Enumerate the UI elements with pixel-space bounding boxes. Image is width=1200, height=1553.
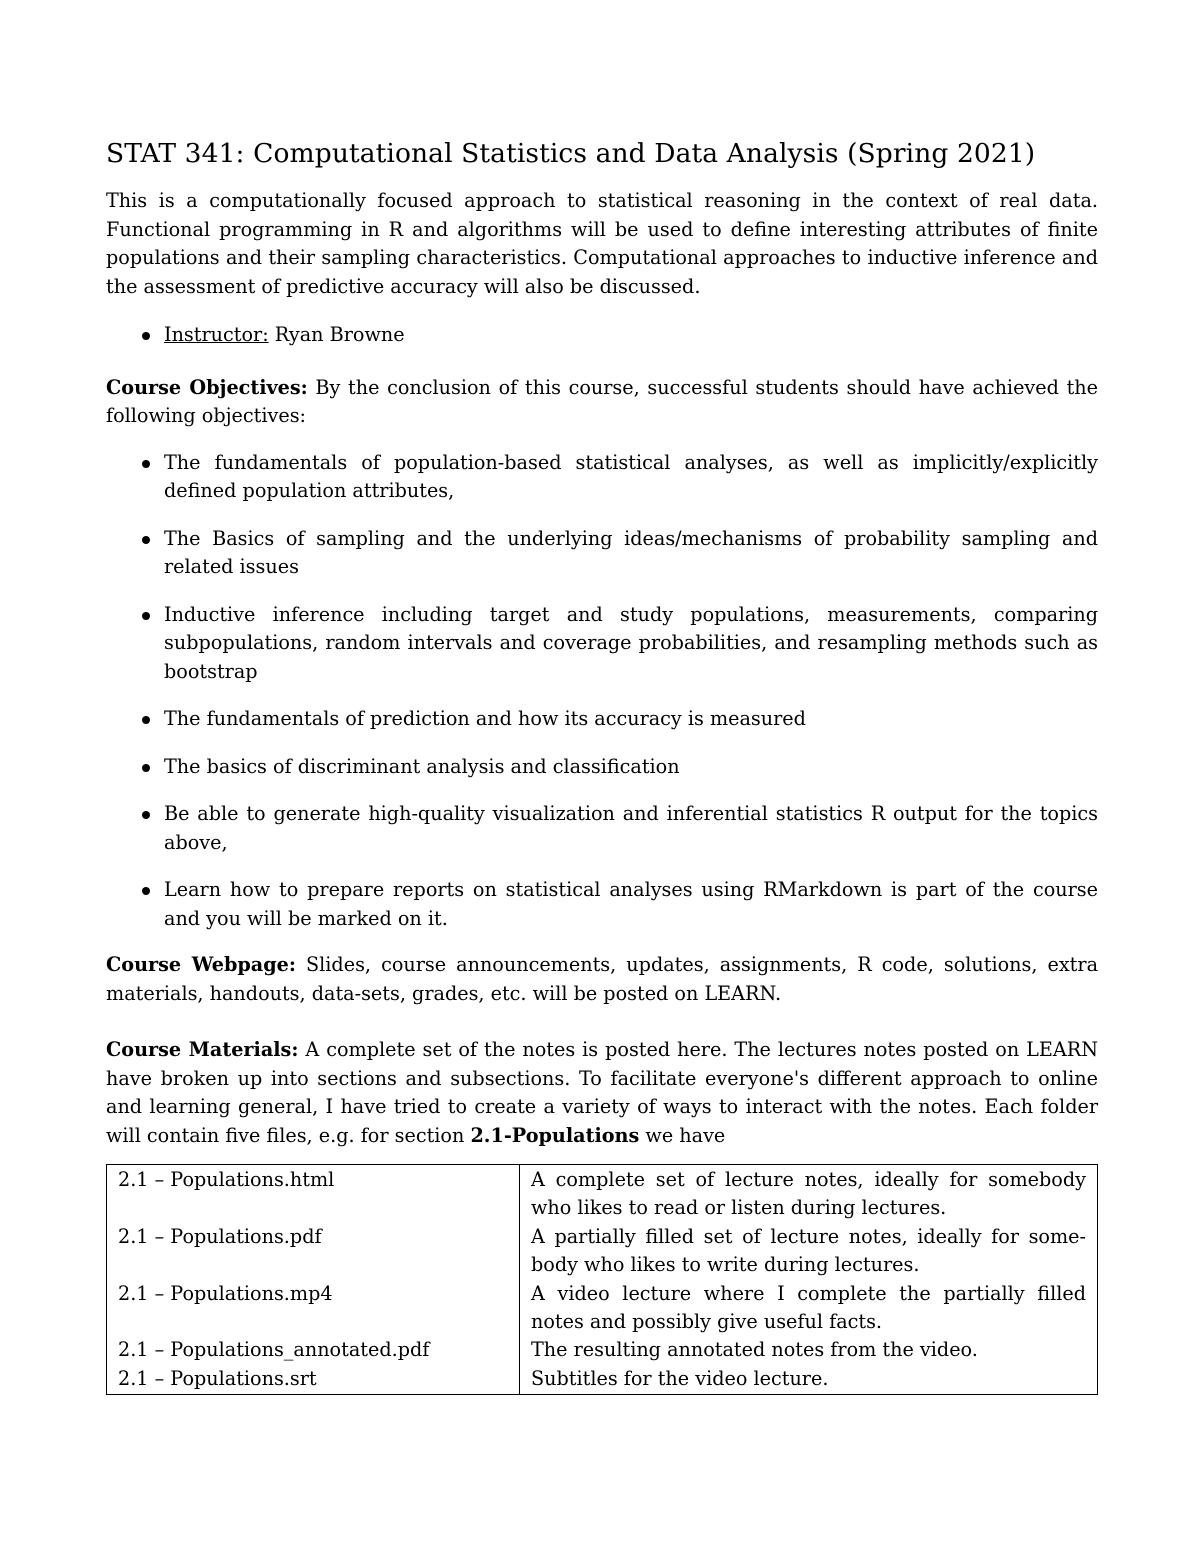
instructor-label: Instructor: (164, 323, 269, 346)
instructor-list (106, 321, 1098, 350)
instructor-item (106, 321, 1098, 350)
webpage-text: Slides, course announcements, updates, assignments, R code, solutions, extra materials, handouts, data-sets, grades, etc. will be posted on LEARN. (106, 953, 1099, 1005)
table-row (107, 1280, 1098, 1337)
objectives-paragraph (106, 374, 1098, 431)
file-name-cell: 2.1 – Populations.mp4 (107, 1280, 520, 1337)
objective-item: Be able to generate high-quality visualization and inferential statistics R output for the topics above, (106, 800, 1098, 857)
webpage-heading: Course Webpage: (106, 953, 296, 976)
file-name-cell: 2.1 – Populations.srt (107, 1365, 520, 1395)
file-name-cell: 2.1 – Populations_annotated.pdf (107, 1336, 520, 1364)
table-row (107, 1223, 1098, 1280)
intro-paragraph: This is a computationally focused approach to statistical reasoning in the context of real data. Functional programming in R and algorithms will be used to define interesting attributes of finite populations and their sampling characteristics. Computational approaches to inductive inference and the assessment of predictive accuracy will also be discussed. (106, 189, 1098, 298)
objective-item: Inductive inference including target and study populations, measurements, comparing subpopulations, random intervals and coverage probabilities, and resampling methods such as bootstrap (106, 601, 1098, 687)
table-row (107, 1365, 1098, 1395)
materials-section: 2.1-Populations (470, 1123, 640, 1147)
objective-item: The fundamentals of population-based statistical analyses, as well as implicitly/explicitly defined population attributes, (106, 449, 1098, 506)
table-row (107, 1336, 1098, 1364)
materials-paragraph (106, 1036, 1098, 1150)
webpage-paragraph (106, 951, 1098, 1008)
objectives-list (106, 449, 1098, 934)
table-row (107, 1165, 1098, 1223)
objective-item: The fundamentals of prediction and how its accuracy is measured (106, 705, 1098, 734)
files-table (106, 1164, 1098, 1395)
document-page (106, 138, 1098, 1395)
objective-item: Learn how to prepare reports on statistical analyses using RMarkdown is part of the course and you will be marked on it. (106, 876, 1098, 933)
file-description-cell: A video lecture where I complete the partially filled notes and possibly give useful facts. (531, 1281, 1086, 1334)
objective-item: The basics of discriminant analysis and classification (106, 753, 1098, 782)
page-title: STAT 341: Computational Statistics and Data Analysis (Spring 2021) (106, 138, 1036, 169)
materials-text-end: we have (639, 1123, 726, 1147)
objective-item: The Basics of sampling and the underlying ideas/mechanisms of probability sampling and related issues (106, 525, 1098, 582)
file-name-cell: 2.1 – Populations.pdf (107, 1223, 520, 1280)
objectives-heading: Course Objectives: (106, 375, 308, 399)
materials-heading: Course Materials: (106, 1038, 299, 1061)
file-description-cell: A complete set of lecture notes, ideally for somebody who likes to read or listen during lectures. (531, 1168, 1086, 1220)
file-name-cell: 2.1 – Populations.html (107, 1165, 520, 1223)
file-description-cell: A partially filled set of lecture notes, ideally for some-body who likes to write during lectures. (531, 1224, 1086, 1277)
objectives-text: By the conclusion of this course, successful students should have achieved the following objectives: (106, 375, 1098, 427)
instructor-name: Ryan Browne (268, 323, 405, 346)
file-description-cell: Subtitles for the video lecture. (531, 1366, 829, 1390)
materials-text: A complete set of the notes is posted here. The lectures notes posted on LEARN have broken up into sections and subsections. To facilitate everyone's different approach to online and learning general, I have tried to create a variety of ways to interact with the notes. Each folder will contain five files, e.g. for section (106, 1038, 1098, 1147)
file-description-cell: The resulting annotated notes from the video. (531, 1338, 978, 1362)
